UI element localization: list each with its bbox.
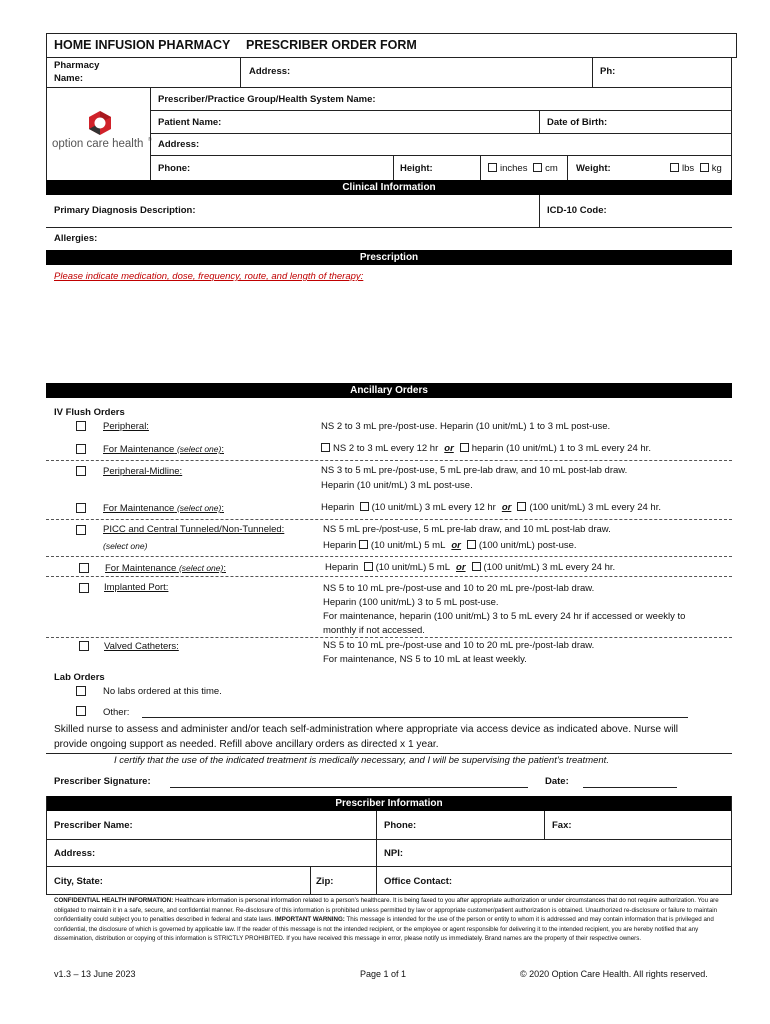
- picc-checkbox[interactable]: [76, 525, 86, 535]
- nurse-text-2: provide ongoing support as needed. Refill above ancillary orders as directed x 1 year.: [54, 739, 439, 750]
- picc-maintenance-checkbox[interactable]: [79, 563, 89, 573]
- height-units: [488, 163, 558, 174]
- option-care-logo: [50, 108, 150, 158]
- prescriber-info-bar: Prescriber Information: [46, 796, 732, 811]
- port-text-1: NS 5 to 10 mL pre-/post-use and 10 to 20 mL pre-/post-lab draw.: [323, 583, 595, 594]
- prescriber-phone-label: Phone:: [384, 820, 417, 831]
- pcm-opt1-checkbox[interactable]: [364, 562, 373, 571]
- other-labs-label: Other:: [103, 707, 130, 718]
- patient-address-label: Address:: [158, 139, 200, 150]
- mm-opt1-checkbox[interactable]: [360, 502, 369, 511]
- cm-checkbox[interactable]: [533, 163, 542, 172]
- peripheral-maintenance-label: For Maintenance (select one):: [103, 444, 224, 455]
- zip-label: Zip:: [316, 876, 334, 887]
- pharmacy-address-label: Address:: [249, 66, 291, 77]
- clinical-info-bar: Clinical Information: [46, 180, 732, 195]
- other-labs-line[interactable]: [142, 717, 688, 718]
- port-text-3: For maintenance, heparin (100 unit/mL) 3 to 5 mL every 24 hr if accessed or weekly to: [323, 611, 686, 622]
- picc-label: PICC and Central Tunneled/Non-Tunneled:: [103, 524, 285, 535]
- height-label: Height:: [400, 163, 433, 174]
- certify-statement: I certify that the use of the indicated treatment is medically necessary, and I will be supervising the patient’s treatment.: [114, 755, 609, 766]
- peripheral-checkbox[interactable]: [76, 421, 86, 431]
- date-label: Date:: [545, 776, 569, 787]
- prescription-entry-area[interactable]: [46, 285, 732, 382]
- prescriber-name-label: Prescriber Name:: [54, 820, 133, 831]
- mm-opt2-checkbox[interactable]: [517, 502, 526, 511]
- diagnosis-label: Primary Diagnosis Description:: [54, 205, 196, 216]
- peripheral-maintenance-checkbox[interactable]: [76, 444, 86, 454]
- iv-flush-heading: IV Flush Orders: [54, 407, 125, 418]
- form-title-left: HOME INFUSION PHARMACY: [54, 38, 231, 52]
- kg-label: kg: [711, 163, 722, 174]
- lbs-label: lbs: [682, 163, 695, 174]
- valved-text-2: For maintenance, NS 5 to 10 mL at least weekly.: [323, 654, 527, 665]
- pm-opt1-checkbox[interactable]: [321, 443, 330, 452]
- allergies-label: Allergies:: [54, 233, 98, 244]
- date-line[interactable]: [583, 787, 677, 788]
- footer-version: v1.3 – 13 June 2023: [54, 969, 136, 979]
- logo-text: option care health: [52, 138, 144, 150]
- logo-registered: ®: [148, 137, 152, 143]
- pharmacy-phone-label: Ph:: [600, 66, 616, 77]
- kg-checkbox[interactable]: [700, 163, 709, 172]
- midline-checkbox[interactable]: [76, 466, 86, 476]
- prescriber-fax-label: Fax:: [552, 820, 572, 831]
- pm-opt2-checkbox[interactable]: [460, 443, 469, 452]
- cm-label: cm: [545, 163, 558, 174]
- midline-maintenance-label: For Maintenance (select one):: [103, 503, 224, 514]
- prescription-instruction: Please indicate medication, dose, frequency, route, and length of therapy:: [54, 271, 364, 282]
- picc-maintenance-options: Heparin (10 unit/mL) 5 mL or (100 unit/mL) 3 mL every 24 hr.: [325, 562, 616, 573]
- port-checkbox[interactable]: [79, 583, 89, 593]
- port-label: Implanted Port:: [104, 582, 169, 593]
- picc-opt1-checkbox[interactable]: [359, 540, 368, 549]
- ancillary-orders-bar: Ancillary Orders: [46, 383, 732, 398]
- footer-copyright: © 2020 Option Care Health. All rights reserved.: [520, 969, 708, 979]
- port-text-4: monthly if not accessed.: [323, 625, 425, 636]
- confidentiality-notice: CONFIDENTIAL HEALTH INFORMATION: Healthcare information is personal information related to a person’s healthcare. It is being faxed to you after appropriate authorization or under circumstances that do not require authorization. You are obligated to maintain it in a safe, secure, and confidential manner. Re-disclosure of this information is prohibited unless permitted by law or appropriate customer/patient authorization is obtained. Unauthorized re-disclosure or failure to maintain confidentiality could subject you to penalties described in federal and state laws. IMPORTANT WARNING: This message is intended for the use of the person or entity to whom it is addressed and may contain information that is privileged and confidential, the disclosure of which is governed by applicable law. If the reader of this message is not the intended recipient, or the employee or agent responsible for delivering it to the intended recipient, you are hereby notified that any dissemination, distribution or copying of this information is STRICTLY PROHIBITED. If you have received this message in error, please notify us immediately. Brand names are the property of their respective owners.: [54, 897, 719, 942]
- prescriber-group-label: Prescriber/Practice Group/Health System Name:: [158, 94, 376, 105]
- lbs-checkbox[interactable]: [670, 163, 679, 172]
- picc-maintenance-label: For Maintenance (select one):: [105, 563, 226, 574]
- nurse-text-1: Skilled nurse to assess and administer and/or teach self-administration where appropriate via access device as indicated above. Nurse will: [54, 724, 679, 735]
- patient-phone-label: Phone:: [158, 163, 191, 174]
- npi-label: NPI:: [384, 848, 403, 859]
- logo-mark-icon: [87, 110, 113, 136]
- office-contact-label: Office Contact:: [384, 876, 453, 887]
- midline-maintenance-options: Heparin (10 unit/mL) 3 mL every 12 hr or (100 unit/mL) 3 mL every 24 hr.: [321, 502, 661, 513]
- dob-label: Date of Birth:: [547, 117, 608, 128]
- midline-text-1: NS 3 to 5 mL pre-/post-use, 5 mL pre-lab draw, and 10 mL post-lab draw.: [321, 465, 628, 476]
- port-text-2: Heparin (100 unit/mL) 3 to 5 mL post-use.: [323, 597, 499, 608]
- city-state-label: City, State:: [54, 876, 103, 887]
- picc-text-1: NS 5 mL pre-/post-use, 5 mL pre-lab draw, and 10 mL post-lab draw.: [323, 524, 611, 535]
- weight-units: [670, 163, 722, 174]
- midline-maintenance-checkbox[interactable]: [76, 503, 86, 513]
- form-title-right: PRESCRIBER ORDER FORM: [246, 38, 417, 52]
- weight-label: Weight:: [576, 163, 611, 174]
- peripheral-text: NS 2 to 3 mL pre-/post-use. Heparin (10 unit/mL) 1 to 3 mL post-use.: [321, 421, 611, 432]
- valved-checkbox[interactable]: [79, 641, 89, 651]
- footer-page: Page 1 of 1: [360, 969, 407, 979]
- peripheral-maintenance-options: NS 2 to 3 mL every 12 hr or heparin (10 unit/mL) 1 to 3 mL every 24 hr.: [321, 443, 651, 454]
- valved-text-1: NS 5 to 10 mL pre-/post-use and 10 to 20 mL pre-/post-lab draw.: [323, 640, 595, 651]
- no-labs-checkbox[interactable]: [76, 686, 86, 696]
- no-labs-label: No labs ordered at this time.: [103, 686, 222, 697]
- icd-label: ICD-10 Code:: [547, 205, 607, 216]
- picc-opt2-checkbox[interactable]: [467, 540, 476, 549]
- patient-name-label: Patient Name:: [158, 117, 222, 128]
- prescription-bar: Prescription: [46, 250, 732, 265]
- valved-label: Valved Catheters:: [104, 641, 179, 652]
- prescriber-address-label: Address:: [54, 848, 96, 859]
- other-labs-checkbox[interactable]: [76, 706, 86, 716]
- inches-label: inches: [500, 163, 528, 174]
- signature-line[interactable]: [170, 787, 528, 788]
- picc-options: Heparin (10 unit/mL) 5 mL or (100 unit/mL) post-use.: [323, 540, 577, 551]
- signature-label: Prescriber Signature:: [54, 776, 151, 787]
- midline-text-2: Heparin (10 unit/mL) 3 mL post-use.: [321, 480, 473, 491]
- lab-orders-heading: Lab Orders: [54, 672, 105, 683]
- picc-select-one: (select one): [103, 541, 148, 551]
- peripheral-label: Peripheral:: [103, 421, 149, 432]
- midline-label: Peripheral-Midline:: [103, 466, 183, 477]
- pharmacy-name-label: Pharmacy Name:: [54, 60, 100, 84]
- pcm-opt2-checkbox[interactable]: [472, 562, 481, 571]
- inches-checkbox[interactable]: [488, 163, 497, 172]
